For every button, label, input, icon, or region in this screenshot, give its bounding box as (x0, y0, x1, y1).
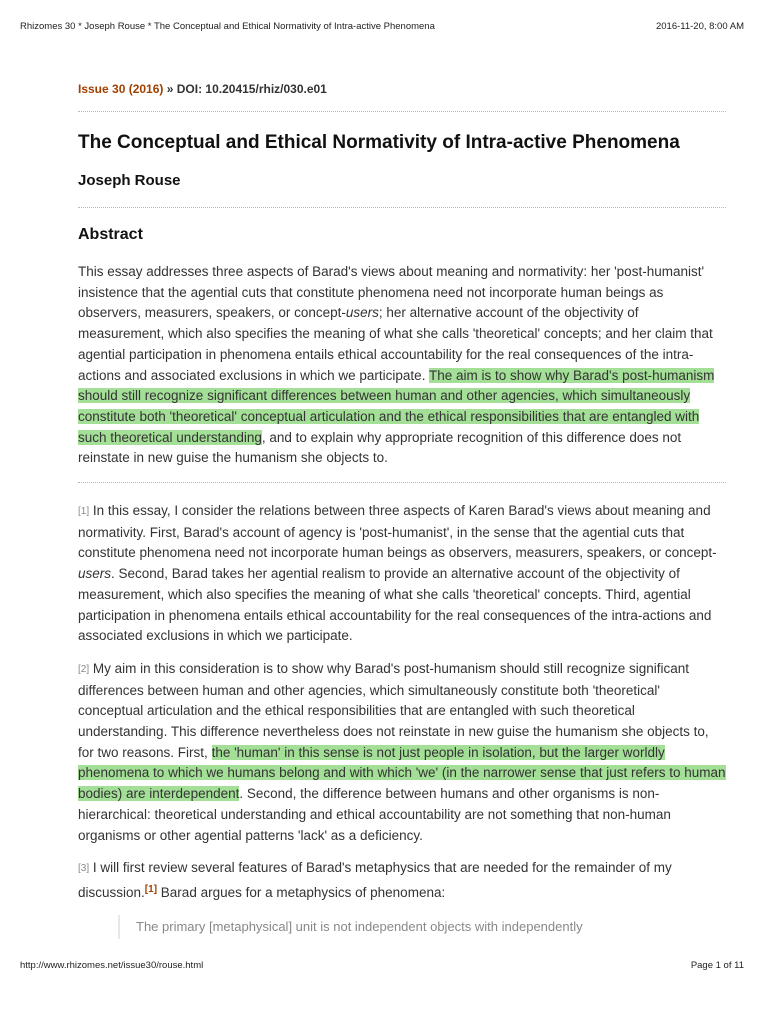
issue-link[interactable]: Issue 30 (2016) (78, 82, 164, 96)
paragraph-text: My aim in this consideration is to show why Barad's post-humanism should still recognize significant differences between human and other agencies, which simultaneously constitute both 'theoretical' conceptual articulation and the ethical responsibilities that are entangled with such theoretical understanding. This difference nevertheless does not reinstate in new guise the humanism she objects to, for two reasons. First, (78, 660, 709, 760)
footnote-link[interactable]: [1] (144, 883, 158, 895)
paragraph-2 (78, 659, 726, 846)
paragraph-highlight: the 'human' in this sense is not just people in isolation, but the larger worldly phenomena to which we humans belong and with which 'we' (in the narrower sense that just refers to human bodies) are interdependent (78, 744, 726, 802)
abstract-text-part: , and to explain why appropriate recognition of this difference does not reinstate in new guise the humanism she objects to. (78, 429, 682, 466)
abstract-heading: Abstract (78, 226, 143, 243)
article-content (78, 80, 726, 904)
article-author: Joseph Rouse (78, 172, 181, 189)
abstract-highlight: The aim is to show why Barad's post-humanism should still recognize significant differences between human and other agencies, which simultaneously constitute both 'theoretical' conceptual articulation and the ethical responsibilities that are entangled with such theoretical understanding (78, 367, 715, 445)
print-footer-page: Page 1 of 11 (690, 960, 744, 971)
abstract-text (78, 262, 726, 469)
paragraph-text: . Second, the difference between humans and other organisms is non-hierarchical: theoretical understanding and ethical accountability are not something that non-human organisms or other agential patterns 'lack' as a deficiency. (78, 786, 671, 843)
print-header-title: Rhizomes 30 * Joseph Rouse * The Conceptual and Ethical Normativity of Intra-active Phenomena (20, 21, 435, 32)
article-title: The Conceptual and Ethical Normativity of Intra-active Phenomena (78, 132, 680, 153)
paragraph-1 (78, 501, 726, 647)
paragraph-number: [3] (78, 863, 90, 875)
print-header-datetime: 2016-11-20, 8:00 AM (655, 21, 744, 32)
abstract-text-part: ; her alternative account of the objectivity of measurement, which also specifies the meaning of what she calls 'theoretical' concepts; and her claim that agential participation in phenomena entails ethical accountability for the real consequences of the intra-actions and associated exclusions in which we participate. (78, 305, 713, 383)
paragraph-number: [1] (78, 506, 90, 518)
doi-text: DOI: 10.20415/rhiz/030.e01 (176, 82, 327, 96)
print-footer (20, 960, 744, 971)
divider (78, 482, 726, 483)
abstract-text-part: This essay addresses three aspects of Barad's views about meaning and normativity: her 'post-humanist' insistence that the agential cuts that constitute phenomena need not incorporate human beings as observers, measurers, speakers, or concept- (78, 264, 705, 321)
print-footer-url: http://www.rhizomes.net/issue30/rouse.html (20, 960, 204, 971)
print-header (20, 21, 744, 32)
paragraph-text: Barad argues for a metaphysics of phenomena: (160, 884, 446, 900)
divider (78, 111, 726, 112)
paragraph-3 (78, 858, 726, 903)
paragraph-number: [2] (78, 663, 90, 675)
divider (78, 207, 726, 208)
paragraph-emphasis: users (78, 566, 112, 582)
blockquote: The primary [metaphysical] unit is not independent objects with independently (118, 915, 736, 939)
paragraph-text: I will first review several features of Barad's metaphysics that are needed for the remainder of my discussion. (78, 860, 672, 900)
issue-line (78, 80, 726, 98)
paragraph-text: . Second, Barad takes her agential realism to provide an alternative account of the objectivity of measurement, which also specifies the meaning of what she calls 'theoretical' concepts. Third, agential participation in phenomena entails ethical accountability for the real consequences of the intra-actions and associated exclusions in which we participate. (78, 566, 712, 644)
issue-separator: » (166, 82, 174, 96)
paragraph-text: In this essay, I consider the relations between three aspects of Karen Barad's views about meaning and normativity. First, Barad's account of agency is 'post-humanist', in the sense that the agential cuts that constitute phenomena need not incorporate human beings as observers, measurers, speakers, or concept- (78, 503, 717, 561)
abstract-emphasis: users (345, 305, 379, 321)
